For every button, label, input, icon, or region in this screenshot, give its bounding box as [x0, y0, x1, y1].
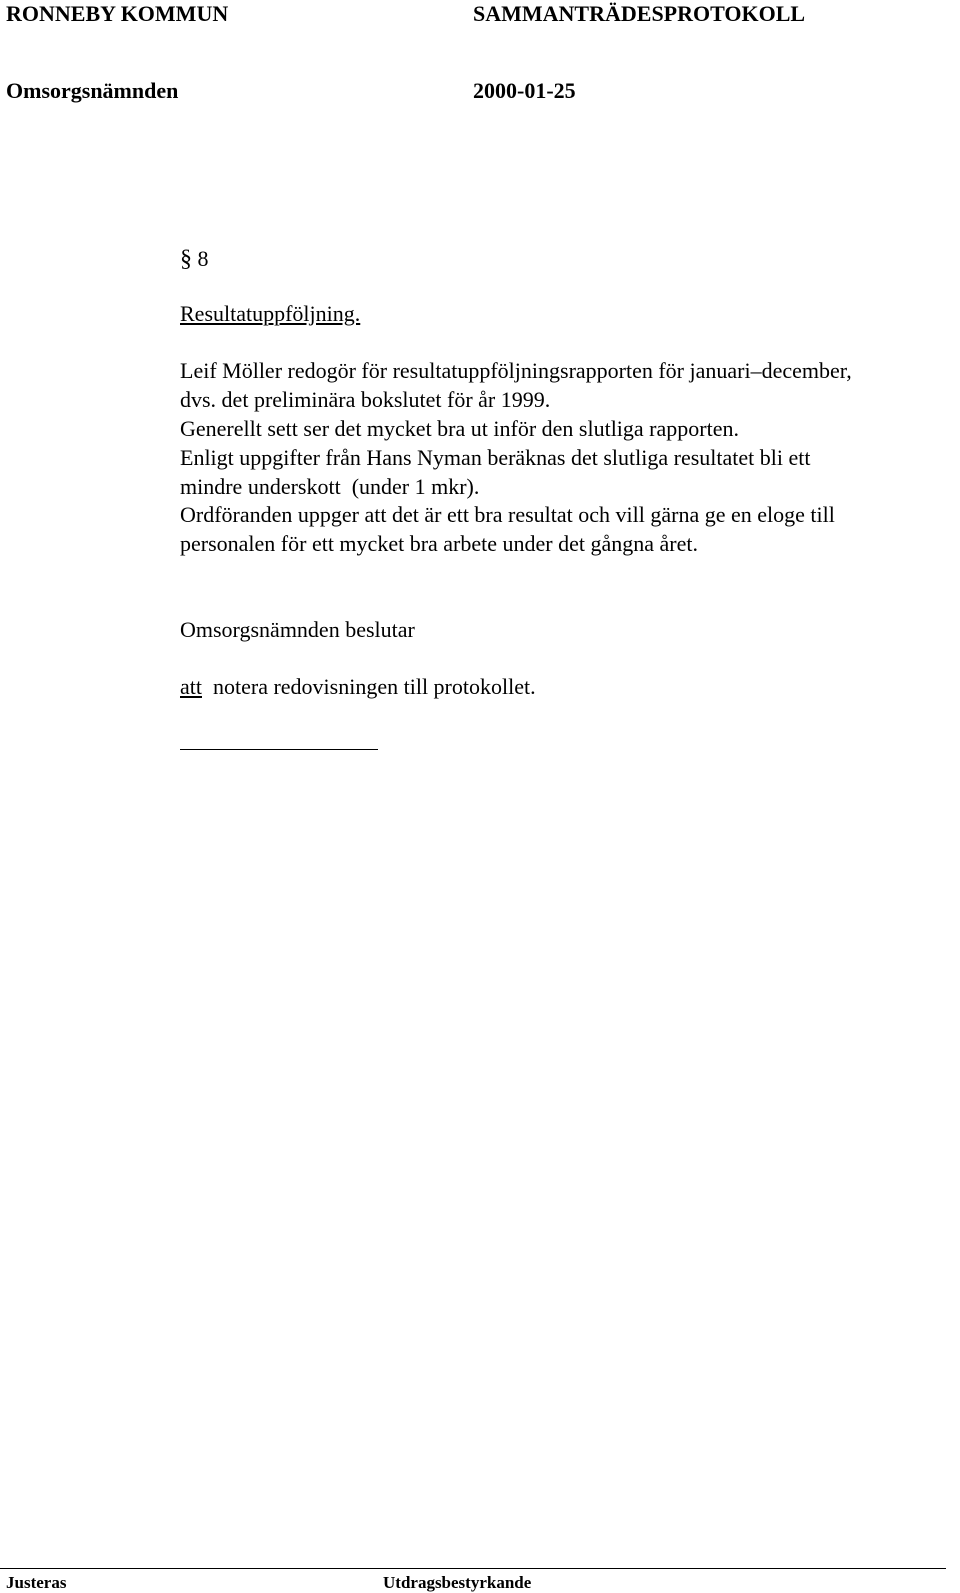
footer-utdrag-label: Utdragsbestyrkande — [383, 1573, 532, 1592]
body-line: personalen för ett mycket bra arbete under det gångna året. — [180, 531, 698, 556]
meeting-date: 2000-01-25 — [473, 78, 576, 103]
body-line: dvs. det preliminära bokslutet för år 1999. — [180, 387, 551, 412]
body-line: Generellt sett ser det mycket bra ut inför den slutliga rapporten. — [180, 416, 739, 441]
decision-intro: Omsorgsnämnden beslutar — [180, 617, 415, 642]
section-sign: § — [180, 246, 192, 272]
section-number-value: 8 — [197, 246, 209, 271]
document-type: SAMMANTRÄDESPROTOKOLL — [473, 1, 806, 26]
body-line: mindre underskott (under 1 mkr). — [180, 474, 480, 499]
decision-text: notera redovisningen till protokollet. — [213, 674, 536, 699]
body-line: Enligt uppgifter från Hans Nyman beräknas det slutliga resultatet bli ett — [180, 445, 811, 470]
footer-justeras-label: Justeras — [6, 1573, 67, 1592]
footer-rule — [0, 1568, 946, 1569]
section-number — [180, 247, 209, 271]
body-line: Ordföranden uppger att det är ett bra resultat och vill gärna ge en eloge till — [180, 502, 835, 527]
board-name: Omsorgsnämnden — [6, 78, 179, 103]
decision-keyword: att — [180, 674, 202, 699]
organization-name: RONNEBY KOMMUN — [6, 1, 229, 26]
section-heading: Resultatuppföljning. — [180, 301, 361, 326]
decision-line — [180, 676, 536, 698]
section-end-rule — [180, 749, 378, 750]
body-line: Leif Möller redogör för resultatuppföljningsrapporten för januari–december, — [180, 358, 852, 383]
